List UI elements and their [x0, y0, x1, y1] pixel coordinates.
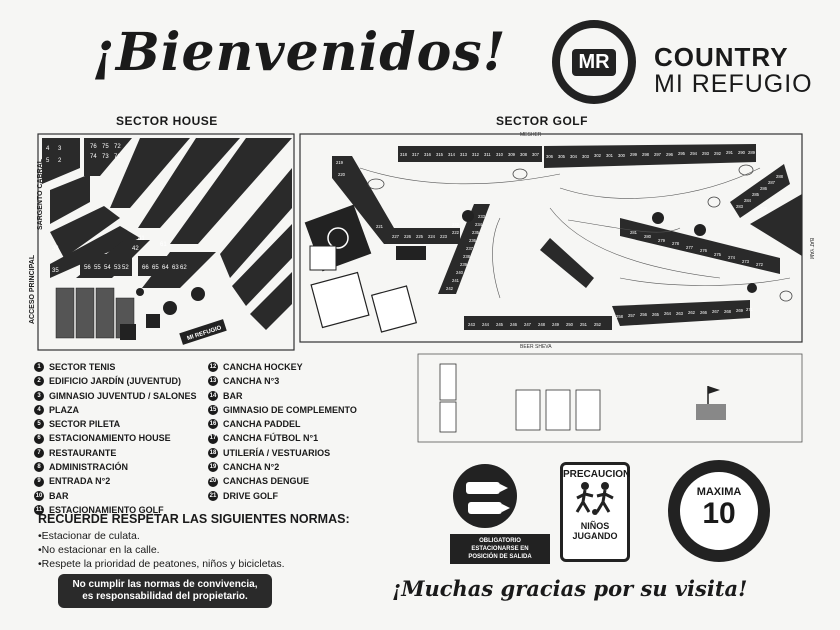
lot-label: 75	[102, 144, 109, 150]
kids-sign-line: JUGANDO	[572, 531, 618, 541]
legend-item: 15 GIMNASIO DE COMPLEMENTO	[209, 404, 357, 415]
legend-item: 12 CANCHA HOCKEY	[209, 362, 303, 372]
brand-country: COUNTRY	[654, 42, 789, 72]
svg-text:227: 227	[392, 234, 399, 239]
street-mesher: MESHER	[520, 132, 542, 138]
brand-name: MI REFUGIO	[654, 70, 813, 98]
access-label: ACCESO PRINCIPAL	[29, 254, 36, 324]
svg-text:265: 265	[652, 312, 659, 317]
lot-label: 71	[114, 154, 121, 160]
plaza-icon	[136, 288, 144, 296]
legend-item: 19 CANCHA N°2	[209, 462, 280, 473]
svg-text:308: 308	[520, 152, 527, 157]
svg-text:274: 274	[728, 255, 735, 260]
svg-text:256: 256	[640, 312, 647, 317]
rules-title: RECUERDE RESPETAR LAS SIGUIENTES NORMAS:	[38, 512, 350, 526]
svg-text:309: 309	[508, 152, 515, 157]
lot-label: 61	[160, 242, 167, 248]
svg-text:237: 237	[466, 246, 473, 251]
svg-text:302: 302	[594, 153, 601, 158]
logo-initials: MR	[572, 49, 615, 76]
svg-text:279: 279	[658, 238, 665, 243]
lot-label: 72	[114, 144, 121, 150]
rule-item: •No estacionar en la calle.	[38, 544, 160, 556]
lot-label: 54	[104, 265, 111, 271]
lot-label: 4	[46, 146, 50, 152]
svg-text:314: 314	[448, 152, 455, 157]
svg-text:304: 304	[570, 154, 577, 159]
svg-text:288: 288	[776, 174, 783, 179]
notice-line: es responsabilidad del propietario.	[82, 591, 248, 602]
speed-label: MAXIMA	[696, 486, 742, 498]
kids-sign-line: NIÑOS	[580, 521, 610, 531]
svg-text:271: 271	[746, 307, 753, 312]
lot-label: 74	[90, 154, 97, 160]
svg-text:282: 282	[760, 206, 767, 211]
notice-line: No cumplir las normas de convivencia,	[72, 579, 258, 590]
parking-caption-line: ESTACIONARSE EN	[471, 546, 529, 552]
drive-golf-icon	[696, 386, 726, 420]
parking-sign-icon	[452, 462, 518, 532]
sports-fields	[305, 205, 426, 332]
legend-item: 11 ESTACIONAMIENTO GOLF	[35, 504, 164, 515]
lot-label: 76	[90, 144, 97, 150]
legend-item: 6 ESTACIONAMIENTO HOUSE	[34, 431, 197, 445]
svg-text:252: 252	[594, 322, 601, 327]
legend-item: 16 CANCHA PADDEL	[209, 419, 301, 430]
children-icon	[573, 480, 617, 516]
lot-label: 64	[162, 265, 169, 271]
svg-text:266: 266	[700, 310, 707, 315]
legend-item: 7 RESTAURANTE	[34, 446, 197, 460]
thanks-message: ¡Muchas gracias por su visita!	[392, 576, 748, 601]
lot-label: 66	[142, 265, 149, 271]
speed-limit-sign	[668, 460, 770, 562]
svg-text:295: 295	[678, 151, 685, 156]
legend-column-1	[34, 360, 197, 517]
sector-house-label: SECTOR HOUSE	[116, 114, 218, 128]
svg-text:291: 291	[726, 150, 733, 155]
svg-text:236: 236	[469, 238, 476, 243]
svg-text:249: 249	[552, 322, 559, 327]
welcome-title: ¡Bienvenidos!	[92, 22, 507, 83]
svg-text:285: 285	[752, 192, 759, 197]
svg-text:272: 272	[756, 262, 763, 267]
svg-text:235: 235	[472, 230, 479, 235]
svg-text:245: 245	[496, 322, 503, 327]
svg-text:293: 293	[702, 151, 709, 156]
svg-text:318: 318	[400, 152, 407, 157]
svg-text:289: 289	[748, 150, 755, 155]
svg-text:241: 241	[452, 278, 459, 283]
lower-golf-area	[418, 354, 802, 442]
svg-text:267: 267	[712, 309, 719, 314]
svg-text:286: 286	[760, 186, 767, 191]
legend-item: 20 CANCHAS DENGUE	[209, 476, 310, 487]
svg-text:221: 221	[376, 224, 383, 229]
svg-text:258: 258	[616, 314, 623, 319]
field-n3	[310, 246, 336, 270]
legend-item: 13 CANCHA N°3	[209, 376, 280, 387]
speed-value: 10	[702, 497, 736, 530]
parking-caption-line: POSICIÓN DE SALIDA	[468, 554, 532, 560]
svg-text:305: 305	[558, 154, 565, 159]
svg-text:263: 263	[676, 311, 683, 316]
svg-text:268: 268	[724, 309, 731, 314]
dengue-courts	[440, 364, 600, 432]
svg-text:238: 238	[463, 254, 470, 259]
svg-text:298: 298	[642, 152, 649, 157]
lot-label: 62	[180, 265, 187, 271]
lot-label: 35	[52, 268, 59, 274]
svg-text:246: 246	[510, 322, 517, 327]
svg-text:273: 273	[742, 259, 749, 264]
parking-icon	[191, 287, 205, 301]
legend-item: 4 PLAZA	[34, 403, 197, 417]
svg-text:233: 233	[478, 214, 485, 219]
lot-label: 73	[102, 154, 109, 160]
legend-item: 18 UTILERÍA / VESTUARIOS	[209, 447, 331, 458]
building-icon	[146, 314, 160, 328]
svg-text:224: 224	[428, 234, 435, 239]
golf-hole-icon	[462, 210, 474, 222]
lot-label: 3	[58, 146, 62, 152]
svg-text:299: 299	[630, 152, 637, 157]
svg-text:317: 317	[412, 152, 419, 157]
street-beer-sheva: BEER SHEVA	[520, 344, 552, 350]
svg-text:277: 277	[686, 245, 693, 250]
svg-text:306: 306	[546, 154, 553, 159]
svg-text:303: 303	[582, 154, 589, 159]
rule-item: •Respete la prioridad de peatones, niños y bicicletas.	[38, 558, 285, 570]
svg-text:284: 284	[744, 198, 751, 203]
svg-text:244: 244	[482, 322, 489, 327]
legend-item: 1 SECTOR TENIS	[34, 360, 197, 374]
street-sargento-cabral: SARGENTO CABRAL	[37, 158, 44, 230]
svg-text:226: 226	[404, 234, 411, 239]
restaurant-icon	[163, 301, 177, 315]
svg-text:294: 294	[690, 151, 697, 156]
legend-item: 21 DRIVE GOLF	[209, 490, 279, 501]
legend-item: 5 SECTOR PILETA	[34, 417, 197, 431]
legend-item: 9 ENTRADA N°2	[34, 474, 197, 488]
svg-text:MI REFUGIO: MI REFUGIO	[186, 325, 223, 343]
svg-text:247: 247	[524, 322, 531, 327]
svg-text:222: 222	[452, 230, 459, 235]
football-field-1	[311, 273, 369, 328]
rule-item: •Estacionar de culata.	[38, 530, 140, 542]
svg-text:311: 311	[484, 152, 491, 157]
legend-item: 17 CANCHA FÚTBOL N°1	[209, 433, 319, 444]
lot-label: 56	[84, 265, 91, 271]
lot-label: 63	[172, 265, 179, 271]
svg-text:223: 223	[440, 234, 447, 239]
field-n2	[372, 286, 417, 332]
sector-golf-label: SECTOR GOLF	[496, 114, 588, 128]
children-playing-sign	[560, 462, 630, 562]
street-bat-yam: BAT YAM	[808, 238, 814, 260]
golf-hole-icon	[652, 212, 664, 224]
legend-item: 10 BAR	[35, 490, 69, 501]
lot-label: 52	[122, 265, 129, 271]
svg-text:283: 283	[736, 204, 743, 209]
golf-hole-icon	[747, 283, 757, 293]
kids-sign-title: PRECAUCION	[563, 469, 631, 480]
svg-text:257: 257	[628, 313, 635, 318]
svg-text:232: 232	[452, 222, 459, 227]
legend-item: 2 EDIFICIO JARDÍN (JUVENTUD)	[34, 374, 197, 388]
svg-text:240: 240	[456, 270, 463, 275]
notice-box	[58, 574, 272, 608]
legend-item: 3 GIMNASIO JUVENTUD / SALONES	[34, 389, 197, 403]
svg-text:313: 313	[460, 152, 467, 157]
svg-text:219: 219	[336, 160, 343, 165]
lot-label: 42	[132, 246, 139, 252]
svg-text:264: 264	[664, 311, 671, 316]
svg-text:250: 250	[566, 322, 573, 327]
lot-label: 65	[152, 265, 159, 271]
svg-text:262: 262	[688, 310, 695, 315]
svg-text:225: 225	[416, 234, 423, 239]
svg-text:290: 290	[738, 150, 745, 155]
svg-text:300: 300	[618, 153, 625, 158]
golf-building	[396, 246, 426, 260]
lot-label: 36	[52, 246, 59, 252]
svg-text:243: 243	[468, 322, 475, 327]
parking-sign-caption	[450, 534, 550, 564]
legend-column-2	[208, 360, 357, 503]
svg-text:234: 234	[475, 222, 482, 227]
lot-label: 5	[46, 158, 50, 164]
svg-text:301: 301	[606, 153, 613, 158]
lot-label: 53	[114, 265, 121, 271]
svg-text:239: 239	[460, 262, 467, 267]
svg-text:248: 248	[538, 322, 545, 327]
country-logo	[552, 20, 636, 104]
svg-text:280: 280	[644, 234, 651, 239]
svg-text:312: 312	[472, 152, 479, 157]
svg-text:292: 292	[714, 151, 721, 156]
building-icon	[120, 324, 136, 340]
svg-text:281: 281	[630, 230, 637, 235]
lot-label: 55	[94, 265, 101, 271]
lot-label: 41	[138, 236, 145, 242]
svg-text:276: 276	[700, 248, 707, 253]
golf-hole-icon	[694, 224, 706, 236]
svg-text:307: 307	[532, 152, 539, 157]
legend-item: 8 ADMINISTRACIÓN	[34, 460, 197, 474]
svg-text:251: 251	[580, 322, 587, 327]
svg-text:242: 242	[446, 286, 453, 291]
lot-label: 2	[58, 158, 62, 164]
svg-text:296: 296	[666, 152, 673, 157]
svg-text:316: 316	[424, 152, 431, 157]
svg-text:287: 287	[768, 180, 775, 185]
svg-text:315: 315	[436, 152, 443, 157]
svg-text:310: 310	[496, 152, 503, 157]
mi-refugio-sign	[179, 319, 226, 345]
legend-item: 14 BAR	[209, 390, 243, 401]
svg-text:278: 278	[672, 241, 679, 246]
svg-text:220: 220	[338, 172, 345, 177]
svg-text:269: 269	[736, 308, 743, 313]
svg-text:275: 275	[714, 252, 721, 257]
parking-caption-line: OBLIGATORIO	[479, 538, 521, 544]
svg-text:297: 297	[654, 152, 661, 157]
